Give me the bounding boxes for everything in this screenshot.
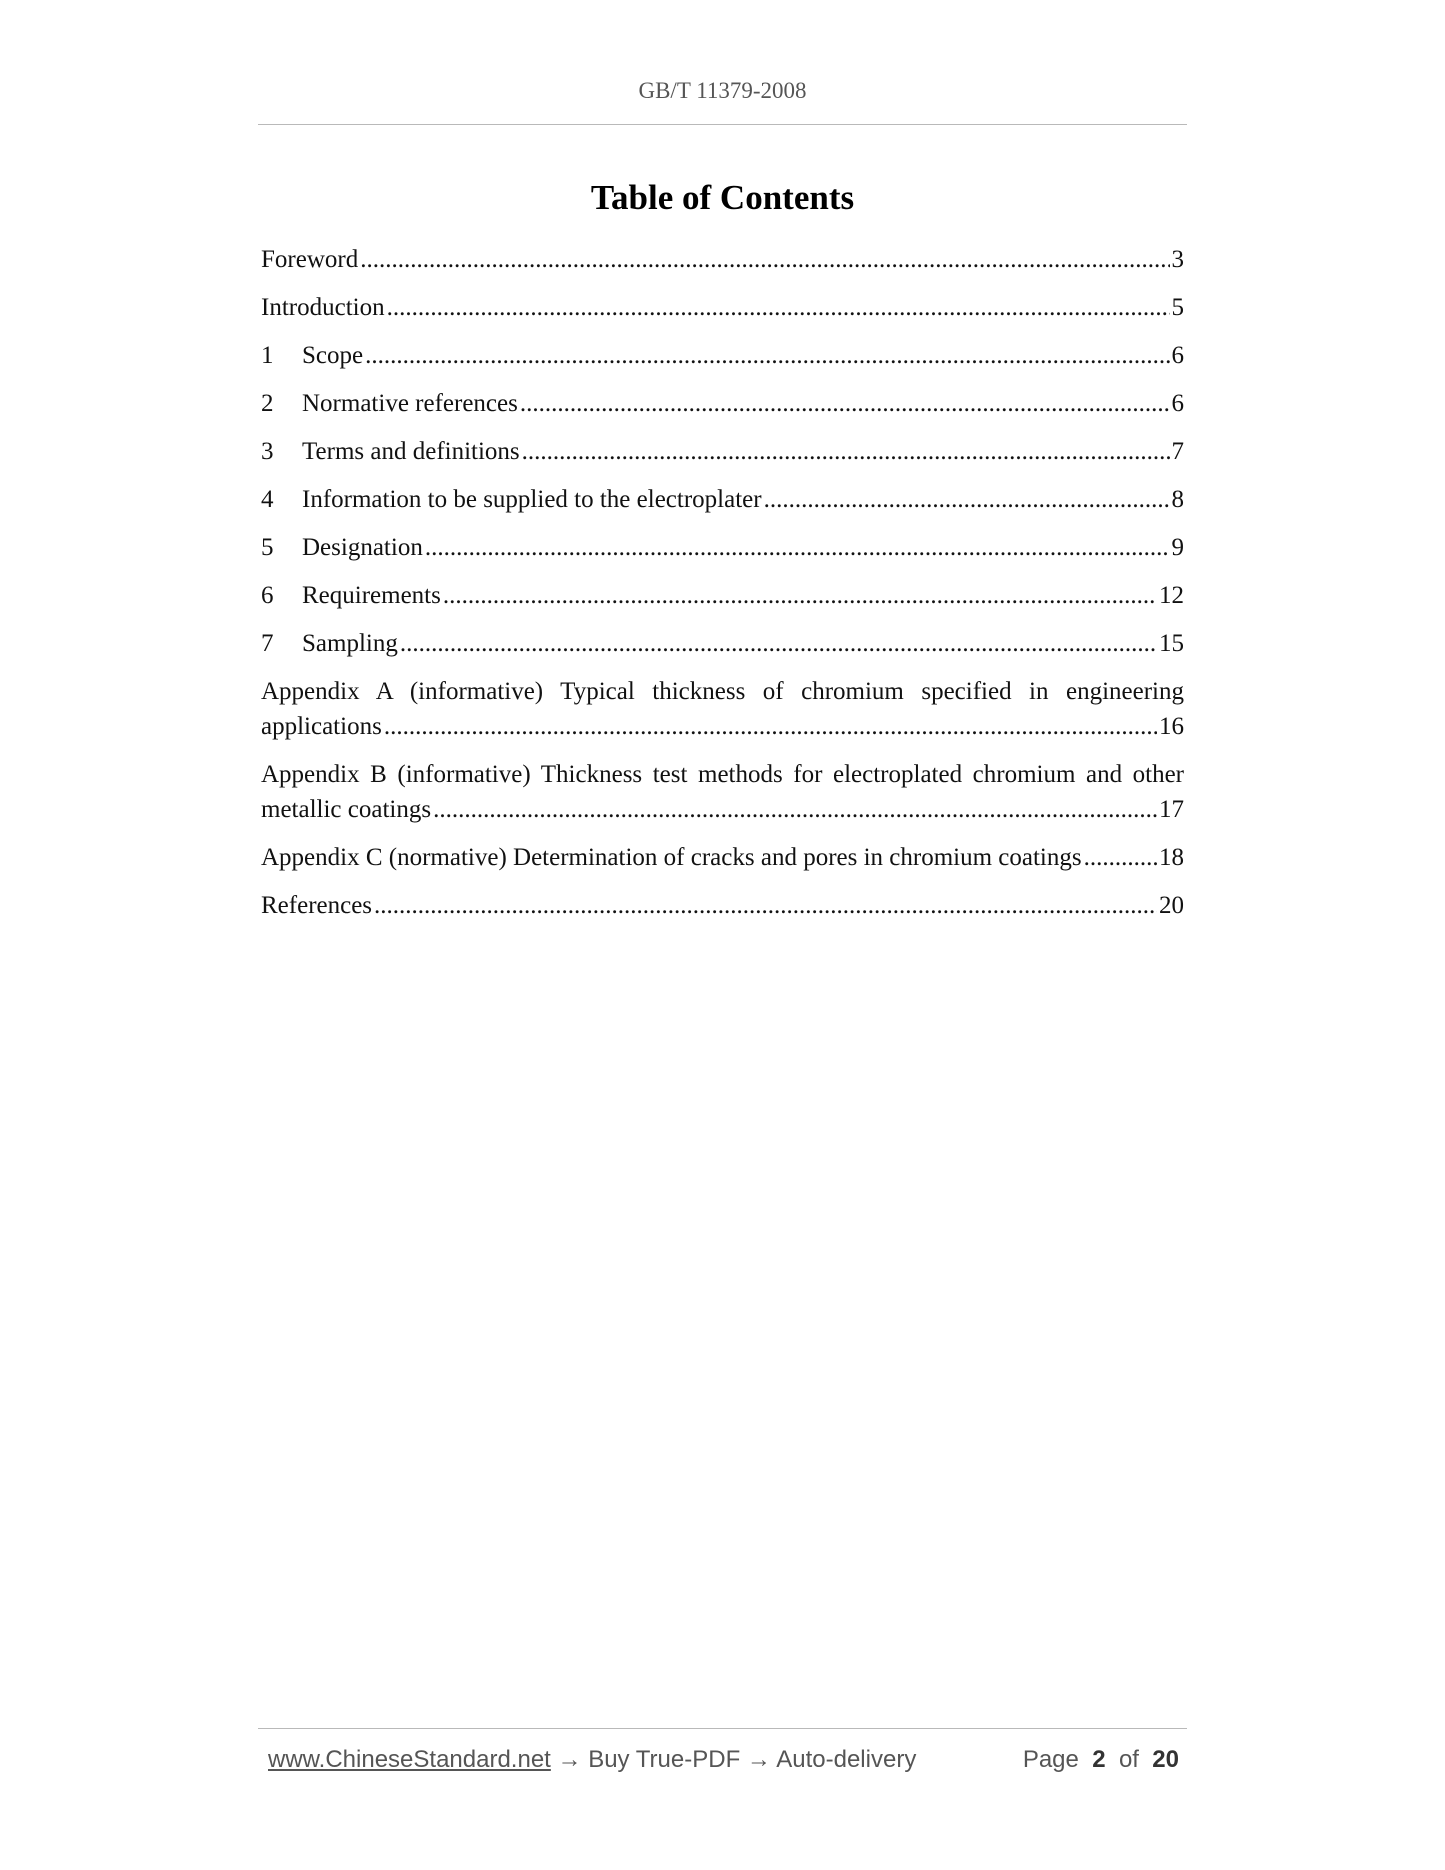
- toc-entry-label-line2: metallic coatings: [261, 796, 432, 823]
- toc-entry-normative-references[interactable]: [261, 389, 1184, 419]
- current-page-number: 2: [1092, 1746, 1106, 1773]
- toc-entry-label: Designation: [302, 534, 423, 561]
- toc-entry-page: 20: [1159, 892, 1184, 919]
- page-title: Table of Contents: [590, 178, 855, 217]
- toc-leader-dots: [425, 533, 1170, 563]
- footer-promo: [268, 1746, 916, 1774]
- toc-leader-dots: [365, 341, 1169, 371]
- toc-leader-dots: [764, 485, 1170, 515]
- toc-entry-page: 16: [1159, 713, 1184, 740]
- auto-delivery-text: Auto-delivery: [776, 1746, 917, 1773]
- toc-entry-number: 3: [261, 438, 274, 465]
- website-link[interactable]: www.ChineseStandard.net: [268, 1746, 551, 1773]
- toc-entry-label: Scope: [302, 342, 364, 369]
- toc-leader-dots: [522, 437, 1170, 467]
- toc-entry-page: 15: [1159, 630, 1184, 657]
- footer-divider: [258, 1728, 1187, 1729]
- toc-entry-label: Information to be supplied to the electroplater: [302, 486, 762, 513]
- toc-entry-label-line1: Appendix A (informative) Typical thickness of chromium specified in engineering: [261, 678, 1184, 705]
- toc-entry-label: Normative references: [302, 390, 518, 417]
- toc-entry-label: Sampling: [302, 630, 398, 657]
- header-document-id: GB/T 11379-2008: [638, 78, 807, 103]
- buy-pdf-text: Buy True-PDF: [588, 1746, 741, 1773]
- toc-entry-label: Requirements: [302, 582, 441, 609]
- toc-leader-dots: [443, 581, 1157, 611]
- toc-leader-dots: [387, 293, 1170, 323]
- toc-leader-dots: [1084, 843, 1157, 873]
- toc-entry-scope[interactable]: [261, 341, 1184, 371]
- toc-entry-label-line2: applications: [261, 713, 382, 740]
- toc-leader-dots: [520, 389, 1170, 419]
- toc-entry-appendix-c[interactable]: [261, 843, 1184, 873]
- page-label: Page: [1022, 1746, 1079, 1773]
- table-of-contents: [261, 245, 1184, 939]
- toc-entry-introduction[interactable]: [261, 293, 1184, 323]
- page-number-indicator: [1023, 1746, 1179, 1774]
- toc-entry-page: 18: [1159, 844, 1184, 871]
- total-pages-number: 20: [1152, 1746, 1179, 1773]
- toc-entry-page: 5: [1171, 294, 1184, 321]
- toc-entry-label: Appendix C (normative) Determination of cracks and pores in chromium coatings: [261, 844, 1082, 871]
- toc-entry-designation[interactable]: [261, 533, 1184, 563]
- page-footer: [268, 1746, 1179, 1774]
- toc-entry-label: References: [261, 892, 373, 919]
- toc-entry-label: Introduction: [261, 294, 385, 321]
- arrow-right-icon: →: [557, 1746, 582, 1773]
- toc-entry-information-supplied[interactable]: [261, 485, 1184, 515]
- toc-entry-number: 5: [261, 534, 274, 561]
- toc-leader-dots: [374, 891, 1157, 921]
- toc-entry-label: Terms and definitions: [302, 438, 520, 465]
- toc-entry-sampling[interactable]: [261, 629, 1184, 659]
- header-divider: [258, 124, 1187, 125]
- toc-leader-dots: [400, 629, 1157, 659]
- toc-entry-terms-definitions[interactable]: [261, 437, 1184, 467]
- toc-entry-label-line1: Appendix B (informative) Thickness test methods for electroplated chromium and other: [261, 761, 1184, 788]
- toc-leader-dots: [360, 245, 1169, 275]
- toc-entry-number: 6: [261, 582, 274, 609]
- toc-entry-page: 9: [1171, 534, 1184, 561]
- toc-leader-dots: [433, 795, 1157, 825]
- arrow-right-icon: →: [746, 1746, 771, 1773]
- toc-entry-page: 17: [1159, 796, 1184, 823]
- toc-entry-page: 8: [1171, 486, 1184, 513]
- toc-entry-number: 7: [261, 630, 274, 657]
- toc-entry-page: 3: [1171, 246, 1184, 273]
- toc-entry-page: 7: [1171, 438, 1184, 465]
- toc-entry-appendix-a[interactable]: [261, 677, 1184, 742]
- toc-entry-number: 4: [261, 486, 274, 513]
- toc-leader-dots: [384, 712, 1157, 742]
- toc-entry-requirements[interactable]: [261, 581, 1184, 611]
- toc-entry-appendix-b[interactable]: [261, 760, 1184, 825]
- toc-entry-references[interactable]: [261, 891, 1184, 921]
- toc-entry-number: 1: [261, 342, 274, 369]
- toc-entry-page: 6: [1171, 390, 1184, 417]
- toc-entry-page: 12: [1159, 582, 1184, 609]
- toc-entry-number: 2: [261, 390, 274, 417]
- toc-entry-foreword[interactable]: [261, 245, 1184, 275]
- toc-entry-page: 6: [1171, 342, 1184, 369]
- toc-entry-label: Foreword: [261, 246, 359, 273]
- page-of-label: of: [1118, 1746, 1139, 1773]
